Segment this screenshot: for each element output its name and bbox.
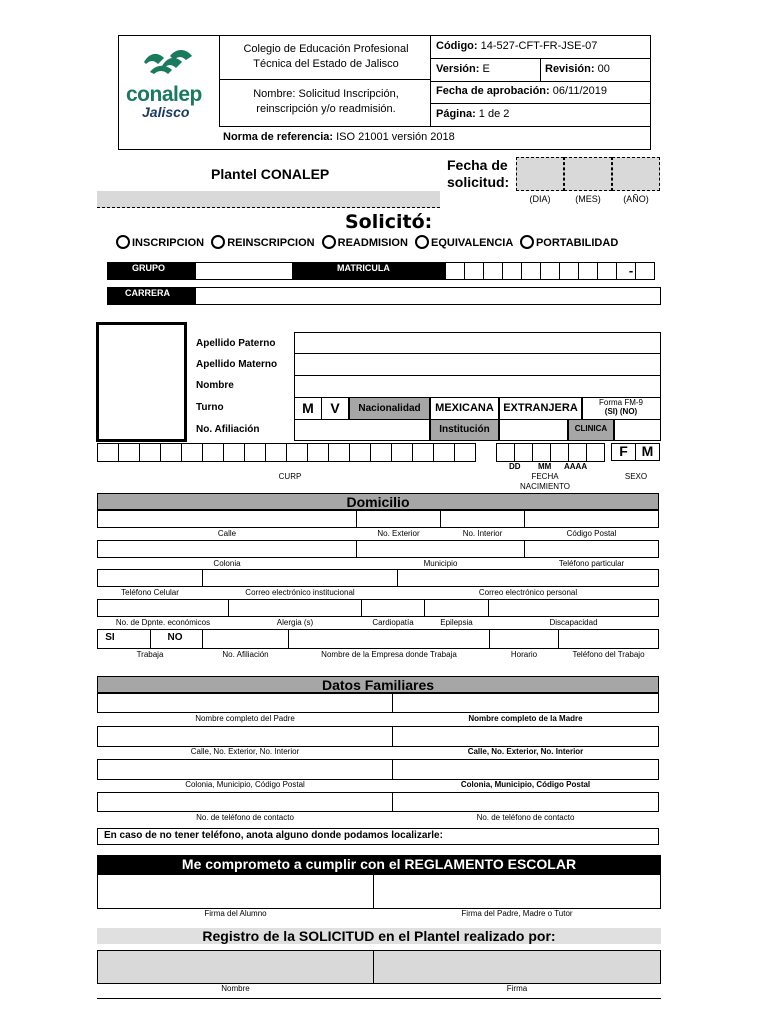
radio-icon	[322, 235, 336, 249]
empresa-input[interactable]	[288, 629, 490, 649]
registro-firma-input[interactable]	[373, 950, 661, 984]
plantel-input[interactable]	[97, 191, 440, 208]
firma-alumno-label: Firma del Alumno	[204, 909, 267, 918]
matricula-cell[interactable]	[445, 262, 465, 280]
curp-cell[interactable]	[244, 443, 266, 462]
mexicana-label: MEXICANA	[435, 402, 494, 414]
curp-label: CURP	[278, 472, 302, 481]
fecha-cell[interactable]	[568, 443, 587, 462]
curp-cell[interactable]	[328, 443, 350, 462]
correo-institucional-label: Correo electrónico institucional	[245, 588, 355, 597]
curp-cell[interactable]	[223, 443, 245, 462]
familia-header: Datos Familiares	[97, 676, 659, 693]
photo-box	[96, 322, 187, 442]
radio-icon	[520, 235, 534, 249]
dia-label: (DIA)	[529, 194, 551, 204]
no-exterior-input[interactable]	[356, 510, 441, 528]
codigo: Código: 14-527-CFT-FR-JSE-07	[436, 40, 598, 52]
telefono-padre-label: No. de teléfono de contacto	[196, 813, 294, 822]
logo-sub: Jalisco	[142, 104, 190, 120]
dependientes-input[interactable]	[97, 599, 229, 617]
calle-padre-label: Calle, No. Exterior, No. Interior	[190, 747, 300, 756]
trabajo-afiliacion-input[interactable]	[202, 629, 289, 649]
option-portabilidad[interactable]: PORTABILIDAD	[520, 237, 618, 249]
colonia-padre-input[interactable]	[97, 759, 393, 780]
empresa-label: Nombre de la Empresa donde Trabaja	[321, 650, 457, 659]
fecha-cell[interactable]	[514, 443, 533, 462]
no-interior-input[interactable]	[440, 510, 525, 528]
colonia-label: Colonia	[213, 559, 241, 568]
apellido-paterno-label: Apellido Paterno	[196, 338, 276, 349]
fecha-label: FECHA	[531, 472, 559, 481]
cardiopatia-input[interactable]	[361, 599, 425, 617]
option-equivalencia[interactable]: EQUIVALENCIA	[415, 237, 513, 249]
trabaja-no: NO	[167, 632, 183, 643]
curp-cell[interactable]	[118, 443, 140, 462]
clinica-input[interactable]	[614, 420, 661, 441]
reglamento-header: Me comprometo a cumplir con el REGLAMENTO ESCOLAR	[97, 855, 661, 874]
domicilio-header: Domicilio	[97, 493, 659, 510]
colonia-padre-label: Colonia, Municipio, Código Postal	[185, 780, 305, 789]
grupo-input[interactable]	[195, 262, 293, 280]
matricula-cell[interactable]	[597, 262, 617, 280]
alergia-label: Alergia (s)	[276, 618, 314, 627]
plantel-label: Plantel CONALEP	[211, 166, 330, 182]
calle-input[interactable]	[97, 510, 357, 528]
telefono-madre-input[interactable]	[392, 792, 659, 812]
turno-v: V	[330, 400, 340, 416]
codigo-postal-label: Código Postal	[566, 529, 617, 538]
trabajo-afiliacion-label: No. Afiliación	[222, 650, 269, 659]
mm-label: MM	[538, 462, 552, 471]
mes-label: (MES)	[575, 194, 601, 204]
matricula-cell[interactable]	[483, 262, 503, 280]
padre-input[interactable]	[97, 693, 393, 713]
radio-icon	[211, 235, 225, 249]
codigo-postal-input[interactable]	[524, 510, 659, 528]
matricula-cell[interactable]	[559, 262, 579, 280]
colonia-madre-input[interactable]	[392, 759, 659, 780]
fecha-cell[interactable]	[532, 443, 551, 462]
fecha-cell[interactable]	[550, 443, 569, 462]
madre-label: Nombre completo de la Madre	[468, 714, 583, 723]
nacimiento-label: NACIMIENTO	[519, 482, 571, 491]
extranjera-label: EXTRANJERA	[503, 402, 578, 414]
calle-padre-input[interactable]	[97, 726, 393, 747]
apellido-materno-label: Apellido Materno	[196, 359, 278, 370]
curp-cell[interactable]	[97, 443, 119, 462]
registro-firma-label: Firma	[506, 984, 528, 993]
bottom-rule	[97, 998, 661, 999]
clinica-label: CLINICA	[574, 424, 608, 433]
curp-cell[interactable]	[433, 443, 455, 462]
telefono-celular-input[interactable]	[97, 569, 203, 587]
horario-input[interactable]	[489, 629, 559, 649]
telefono-padre-input[interactable]	[97, 792, 393, 812]
apellido-materno-input[interactable]	[294, 354, 661, 376]
curp-cell[interactable]	[412, 443, 434, 462]
no-interior-label: No. Interior	[462, 529, 503, 538]
curp-cell[interactable]	[286, 443, 308, 462]
matricula-cell[interactable]	[502, 262, 522, 280]
fecha-solicitud-label-1: Fecha de	[447, 157, 508, 173]
calle-madre-label: Calle, No. Exterior, No. Interior	[467, 747, 584, 756]
fecha-solicitud-label-2: solicitud:	[447, 174, 510, 190]
curp-cell[interactable]	[370, 443, 392, 462]
epilepsia-label: Epilepsia	[440, 618, 473, 627]
matricula-label: MATRICULA	[293, 262, 445, 280]
sexo-f: F	[619, 443, 628, 459]
anio-label: (AÑO)	[623, 194, 649, 204]
logo-name: conalep	[126, 83, 202, 106]
registro-nombre-input[interactable]	[97, 950, 374, 984]
fecha-cell[interactable]	[496, 443, 515, 462]
curp-cell[interactable]	[454, 443, 476, 462]
dependientes-label: No. de Dpnte. económicos	[115, 618, 211, 627]
norma: Norma de referencia: ISO 21001 versión 2018	[223, 131, 455, 143]
telefono-celular-label: Teléfono Celular	[121, 588, 179, 597]
institucion-label: Institución	[439, 424, 490, 435]
correo-personal-label: Correo electrónico personal	[478, 588, 578, 597]
carrera-input[interactable]	[195, 287, 661, 305]
nombre-input[interactable]	[294, 376, 661, 398]
matricula-cell[interactable]	[464, 262, 484, 280]
nacionalidad-label: Nacionalidad	[358, 403, 421, 414]
matricula-cell[interactable]	[521, 262, 541, 280]
madre-input[interactable]	[392, 693, 659, 713]
fecha-mes-input[interactable]	[564, 157, 612, 191]
alergia-input[interactable]	[228, 599, 362, 617]
sin-telefono-label: En caso de no tener teléfono, anota alguno donde podamos localizarle:	[104, 830, 443, 841]
apellido-paterno-input[interactable]	[294, 332, 661, 354]
fecha-dia-input[interactable]	[516, 157, 564, 191]
solicito-title: Solicitó:	[345, 211, 433, 233]
telefono-trabajo-input[interactable]	[558, 629, 659, 649]
forma-fm9-label: Forma FM-9	[599, 398, 643, 407]
fecha-aprobacion: Fecha de aprobación: 06/11/2019	[436, 85, 608, 97]
epilepsia-input[interactable]	[424, 599, 489, 617]
curp-cell[interactable]	[139, 443, 161, 462]
version: Versión: E	[436, 63, 490, 75]
curp-cell[interactable]	[265, 443, 287, 462]
firma-tutor-label: Firma del Padre, Madre o Tutor	[461, 909, 573, 918]
trabaja-label: Trabaja	[136, 650, 164, 659]
revision: Revisión: 00	[545, 63, 610, 75]
firma-tutor-input[interactable]	[373, 874, 661, 909]
telefono-particular-input[interactable]	[524, 540, 659, 558]
no-exterior-label: No. Exterior	[377, 529, 420, 538]
municipio-label: Municipio	[423, 559, 458, 568]
sexo-m: M	[641, 443, 654, 459]
solicito-options	[116, 235, 618, 249]
matricula-dash: -	[628, 263, 634, 278]
trabaja-si: SI	[105, 632, 115, 643]
curp-cell[interactable]	[349, 443, 371, 462]
telefono-particular-label: Teléfono particular	[558, 559, 625, 568]
dd-label: DD	[509, 462, 521, 471]
turno-m: M	[302, 400, 314, 416]
calle-label: Calle	[217, 529, 237, 538]
grupo-label: GRUPO	[107, 262, 195, 280]
option-reinscripcion[interactable]: REINSCRIPCION	[211, 237, 314, 249]
curp-cell[interactable]	[202, 443, 224, 462]
radio-icon	[415, 235, 429, 249]
afiliacion-input[interactable]	[294, 420, 430, 441]
registro-header: Registro de la SOLICITUD en el Plantel realizado por:	[97, 928, 661, 944]
option-readmision[interactable]: READMISION	[322, 237, 408, 249]
afiliacion-label: No. Afiliación	[196, 424, 260, 435]
correo-institucional-input[interactable]	[202, 569, 398, 587]
calle-madre-input[interactable]	[392, 726, 659, 747]
curp-cell[interactable]	[160, 443, 182, 462]
radio-icon	[116, 235, 130, 249]
cardiopatia-label: Cardiopatía	[372, 618, 414, 627]
curp-cell[interactable]	[181, 443, 203, 462]
form-name: Nombre: Solicitud Inscripción, reinscripción y/o readmisión.	[253, 88, 399, 115]
sexo-label: SEXO	[624, 472, 648, 481]
fecha-cell[interactable]	[586, 443, 605, 462]
telefono-madre-label: No. de teléfono de contacto	[476, 813, 575, 822]
institucion-input[interactable]	[499, 420, 568, 441]
carrera-label: CARRERA	[107, 287, 195, 305]
colonia-madre-label: Colonia, Municipio, Código Postal	[460, 780, 591, 789]
correo-personal-input[interactable]	[397, 569, 659, 587]
pagina: Página: 1 de 2	[436, 108, 510, 120]
padre-label: Nombre completo del Padre	[195, 714, 295, 723]
curp-cell[interactable]	[391, 443, 413, 462]
firma-alumno-input[interactable]	[97, 874, 374, 909]
conalep-logo-icon	[140, 48, 196, 78]
forma-si-no: (SI) (NO)	[604, 407, 638, 416]
discapacidad-input[interactable]	[488, 599, 659, 617]
municipio-input[interactable]	[356, 540, 525, 558]
fecha-anio-input[interactable]	[612, 157, 660, 191]
horario-label: Horario	[510, 650, 538, 659]
registro-nombre-label: Nombre	[221, 984, 250, 993]
option-inscripcion[interactable]: INSCRIPCION	[116, 237, 204, 249]
aaaa-label: AAAA	[564, 462, 588, 471]
telefono-trabajo-label: Teléfono del Trabajo	[572, 650, 645, 659]
curp-cell[interactable]	[307, 443, 329, 462]
turno-label: Turno	[196, 402, 224, 413]
colonia-input[interactable]	[97, 540, 357, 558]
discapacidad-label: Discapacidad	[549, 618, 598, 627]
matricula-cell[interactable]	[578, 262, 598, 280]
nombre-label: Nombre	[196, 380, 234, 391]
institution-name: Colegio de Educación Profesional Técnica del Estado de Jalisco	[243, 43, 409, 70]
matricula-cell[interactable]	[540, 262, 560, 280]
